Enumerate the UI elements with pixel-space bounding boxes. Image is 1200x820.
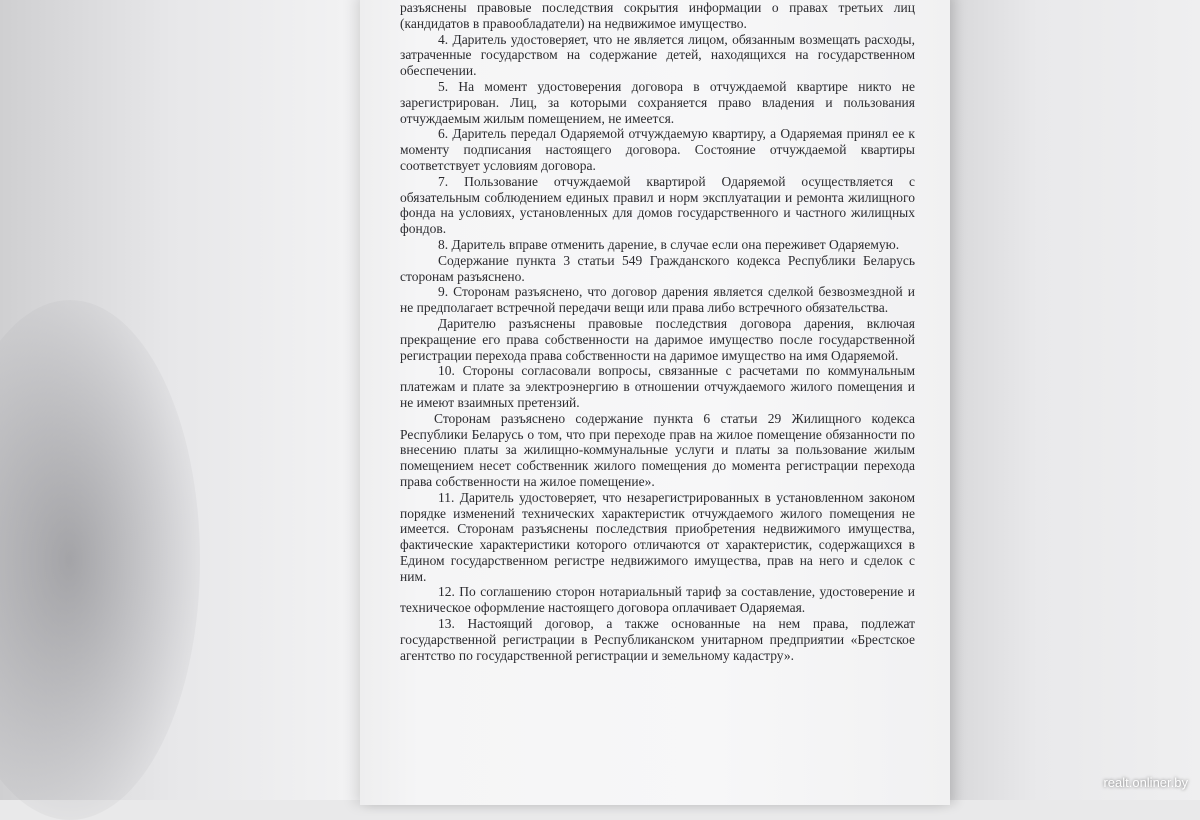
paragraph: 10. Стороны согласовали вопросы, связанные с расчетами по коммунальным платежам и плате за электроэнергию в отношении отчуждаемого жилого помещения и не имеют взаимных претензий. bbox=[400, 363, 915, 410]
paragraph: Дарителю разъяснены правовые последствия договора дарения, включая прекращение его права собственности на даримое имущество после государственной регистрации перехода права собственности на даримое имущество на имя Одаряемой. bbox=[400, 315, 915, 363]
paragraph: 13. Настоящий договор, а также основанные на нем права, подлежат государственной регистрации в Республиканском унитарном предприятии «Брестское агентство по государственной регистрации и земельному кадастру». bbox=[400, 616, 915, 663]
paragraph: Содержание пункта 3 статьи 549 Гражданского кодекса Республики Беларусь сторонам разъяснено. bbox=[400, 252, 915, 284]
paragraph: 12. По соглашению сторон нотариальный тариф за составление, удостоверение и техническое оформление настоящего договора оплачивает Одаряемая. bbox=[400, 584, 915, 616]
paragraph: 6. Даритель передал Одаряемой отчуждаемую квартиру, а Одаряемая принял ее к моменту подписания настоящего договора. Состояние отчуждаемой квартиры соответствует условиям договора. bbox=[400, 126, 915, 173]
background-right bbox=[950, 0, 1200, 800]
paragraph: 11. Даритель удостоверяет, что незарегистрированных в установленном законом порядке изменений технических характеристик отчуждаемого жилого помещения не имеется. Сторонам разъяснены последствия приобретения недвижимого имущества, фактические характеристики которого отличаются от характеристик, содержащихся в Едином государственном регистре недвижимого имущества, прав на него и сделок с ним. bbox=[400, 489, 915, 584]
paragraph: 5. На момент удостоверения договора в отчуждаемой квартире никто не зарегистрирован. Лиц, за которыми сохраняется право владения и пользования отчуждаемым жилым помещением, не имеется. bbox=[400, 78, 915, 126]
paragraph: 7. Пользование отчуждаемой квартирой Одаряемой осуществляется с обязательным соблюдением единых правил и норм эксплуатации и ремонта жилищного фонда на условиях, установленных для домов государственного и частного жилищных фондов. bbox=[400, 173, 915, 237]
paragraph: разъяснены правовые последствия сокрытия информации о правах третьих лиц (кандидатов в правообладатели) на недвижимое имущество. bbox=[400, 0, 915, 31]
paragraph: Сторонам разъяснено содержание пункта 6 статьи 29 Жилищного кодекса Республики Беларусь о том, что при переходе прав на жилое помещение обязанности по внесению платы за жилищно-коммунальные услуги и платы за пользование жилым помещением несет собственник жилого помещения до момента регистрации перехода права собственности на жилое помещение». bbox=[400, 410, 915, 489]
paragraph: 4. Даритель удостоверяет, что не является лицом, обязанным возмещать расходы, затраченные государством на содержание детей, находящихся на государственном обеспечении. bbox=[400, 31, 915, 79]
paragraph: 8. Даритель вправе отменить дарение, в случае если она переживет Одаряемую. bbox=[438, 236, 900, 252]
site-watermark: realt.onliner.by bbox=[1103, 775, 1188, 790]
paragraph: 9. Сторонам разъяснено, что договор дарения является сделкой безвозмездной и не предполагает встречной передачи вещи или права либо встречного обязательства. bbox=[400, 284, 915, 316]
document-text bbox=[400, 0, 915, 663]
